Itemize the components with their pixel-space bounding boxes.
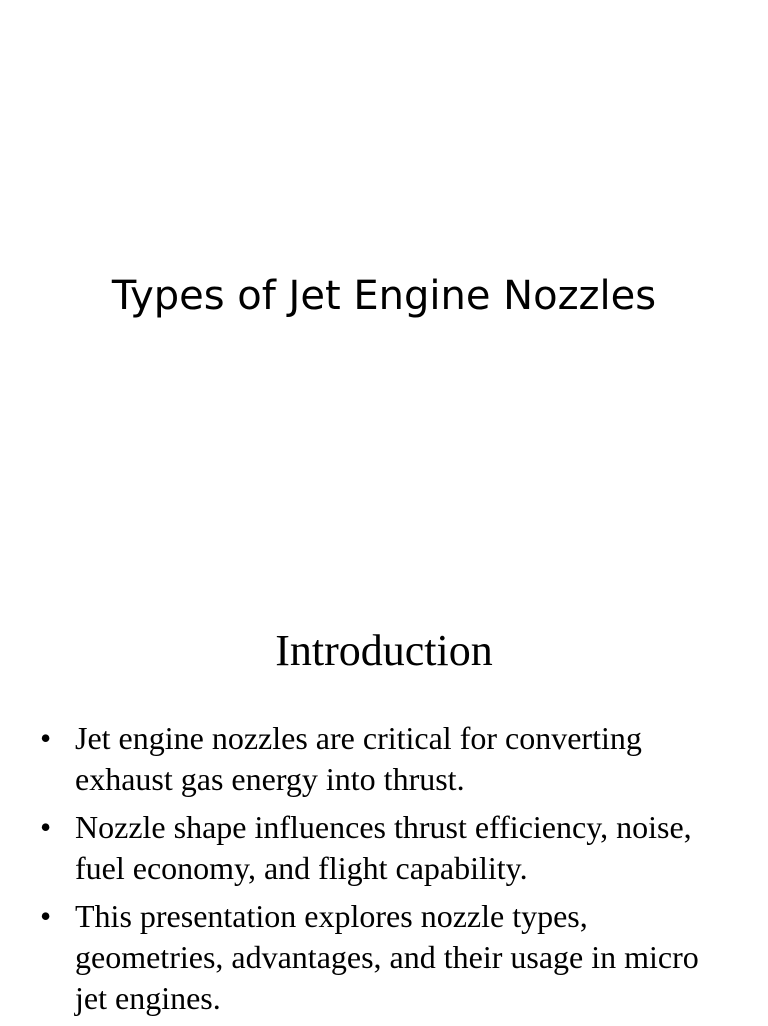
bullet-list <box>40 718 720 1026</box>
bullet-text: Nozzle shape influences thrust efficiency, noise, fuel economy, and flight capability. <box>75 809 692 886</box>
bullet-text: Jet engine nozzles are critical for converting exhaust gas energy into thrust. <box>75 720 642 797</box>
slide-title: Types of Jet Engine Nozzles <box>111 273 657 319</box>
bullet-dot-icon: • <box>40 720 52 756</box>
bullet-dot-icon: • <box>40 898 52 934</box>
section-heading-introduction: Introduction <box>275 626 493 675</box>
bullet-text: This presentation explores nozzle types, geometries, advantages, and their usage in micro jet engines. <box>75 898 699 1016</box>
bullet-dot-icon: • <box>40 809 52 845</box>
bullet-item <box>40 718 720 800</box>
bullet-item <box>40 896 720 1019</box>
bullet-item <box>40 807 720 889</box>
